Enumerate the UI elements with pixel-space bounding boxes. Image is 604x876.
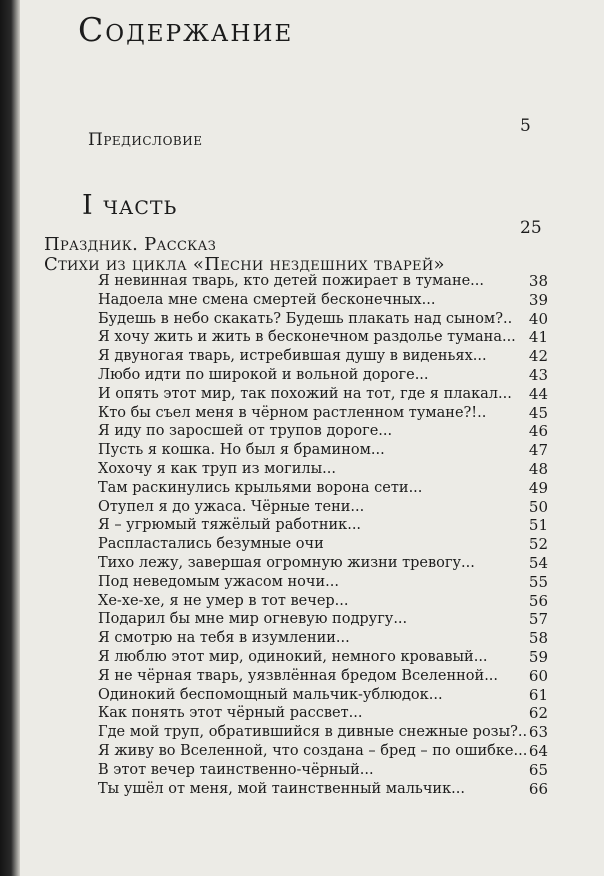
entry-title: Распластались безумные очи [98, 536, 324, 553]
part-heading: I часть [82, 190, 178, 221]
entry-title: Я смотрю на тебя в изумлении... [98, 630, 350, 647]
entry-title: Я хочу жить и жить в бесконечном раздолье тумана... [98, 329, 516, 346]
entry-page-number: 63 [528, 723, 548, 742]
entry-page-number: 62 [528, 704, 548, 723]
list-item [98, 404, 572, 423]
list-item [98, 704, 572, 723]
entry-title: Подарил бы мне мир огневую подругу... [98, 611, 408, 628]
entry-title: В этот вечер таинственно-чёрный... [98, 761, 374, 778]
entry-title: Я люблю этот мир, одинокий, немного кровавый... [98, 648, 488, 665]
list-item [98, 610, 572, 629]
list-item [98, 648, 572, 667]
list-item [98, 723, 572, 742]
subheading-poem-cycle: Стихи из цикла «Песни нездешних тварей» [44, 254, 445, 275]
entry-page-number: 60 [528, 666, 548, 685]
entry-title: И опять этот мир, так похожий на тот, где я плакал... [98, 385, 512, 402]
list-item [98, 272, 572, 291]
list-item [98, 742, 572, 761]
entry-title: Я – угрюмый тяжёлый работник... [98, 517, 362, 534]
entry-title: Я иду по заросшей от трупов дороге... [98, 423, 393, 440]
entry-title: Под неведомым ужасом ночи... [98, 573, 339, 590]
entry-title: Хохочу я как труп из могилы... [98, 460, 336, 477]
entry-page-number: 42 [528, 347, 548, 366]
entry-page-number: 41 [528, 328, 548, 347]
entry-page-number: 55 [528, 572, 548, 591]
entry-title: Надоела мне смена смертей бесконечных... [98, 291, 436, 308]
list-item [98, 385, 572, 404]
list-item [98, 366, 572, 385]
entry-page-number: 39 [528, 290, 548, 309]
entry-page-number: 58 [528, 629, 548, 648]
entry-page-number: 44 [528, 384, 548, 403]
list-item [98, 460, 572, 479]
list-item [98, 328, 572, 347]
entry-page-number: 66 [528, 779, 548, 798]
entry-title: Я невинная тварь, кто детей пожирает в тумане... [98, 273, 485, 289]
book-spine-shadow [0, 0, 20, 876]
entry-page-number: 51 [528, 516, 548, 535]
list-item [98, 422, 572, 441]
entry-page-number: 43 [528, 365, 548, 384]
list-item [98, 761, 572, 780]
entry-title: Одинокий беспомощный мальчик-ублюдок... [98, 686, 443, 703]
contents-page [20, 0, 604, 876]
entry-page-number: 40 [528, 309, 548, 328]
poem-list [98, 272, 572, 798]
preface-page-number: 5 [520, 116, 531, 136]
entry-page-number: 47 [528, 441, 548, 460]
list-item [98, 479, 572, 498]
entry-title: Будешь в небо скакать? Будешь плакать над сыном?.. [98, 310, 513, 327]
entry-title: Я двуногая тварь, истребившая душу в виденьях... [98, 348, 487, 365]
list-item [98, 629, 572, 648]
page-title: Содержание [78, 10, 294, 49]
entry-title: Пусть я кошка. Но был я брамином... [98, 442, 385, 459]
entry-page-number: 59 [528, 647, 548, 666]
entry-title: Тихо лежу, завершая огромную жизни тревогу... [98, 554, 475, 571]
entry-page-number: 46 [528, 422, 548, 441]
entry-page-number: 45 [528, 403, 548, 422]
list-item [98, 592, 572, 611]
list-item [98, 554, 572, 573]
entry-title: Как понять этот чёрный рассвет... [98, 705, 363, 722]
list-item [98, 441, 572, 460]
entry-title: Ты ушёл от меня, мой таинственный мальчик... [98, 780, 465, 797]
list-item [98, 310, 572, 329]
entry-title: Кто бы съел меня в чёрном растленном тумане?!.. [98, 404, 487, 421]
part-page-number: 25 [520, 218, 542, 238]
entry-page-number: 64 [528, 741, 548, 760]
entry-page-number: 54 [528, 553, 548, 572]
subheading-story: Праздник. Рассказ [44, 234, 217, 255]
list-item [98, 667, 572, 686]
entry-page-number: 56 [528, 591, 548, 610]
list-item [98, 498, 572, 517]
entry-page-number: 52 [528, 535, 548, 554]
entry-page-number: 49 [528, 478, 548, 497]
entry-page-number: 61 [528, 685, 548, 704]
entry-title: Я не чёрная тварь, уязвлённая бредом Вселенной... [98, 667, 499, 684]
entry-title: Там раскинулись крыльями ворона сети... [98, 479, 423, 496]
entry-page-number: 57 [528, 610, 548, 629]
entry-title: Я живу во Вселенной, что создана – бред – по ошибке... [98, 742, 528, 759]
entry-title: Где мой труп, обратившийся в дивные снежные розы?.. [98, 724, 528, 741]
entry-page-number: 38 [528, 272, 548, 290]
list-item [98, 686, 572, 705]
list-item [98, 347, 572, 366]
entry-title: Хе-хе-хе, я не умер в тот вечер... [98, 592, 349, 609]
preface-entry: Предисловие [88, 130, 203, 150]
list-item [98, 291, 572, 310]
list-item [98, 573, 572, 592]
list-item [98, 780, 572, 799]
list-item [98, 535, 572, 554]
entry-page-number: 50 [528, 497, 548, 516]
entry-title: Любо идти по широкой и вольной дороге... [98, 366, 429, 383]
entry-page-number: 48 [528, 459, 548, 478]
list-item [98, 516, 572, 535]
entry-title: Отупел я до ужаса. Чёрные тени... [98, 498, 365, 515]
entry-page-number: 65 [528, 760, 548, 779]
